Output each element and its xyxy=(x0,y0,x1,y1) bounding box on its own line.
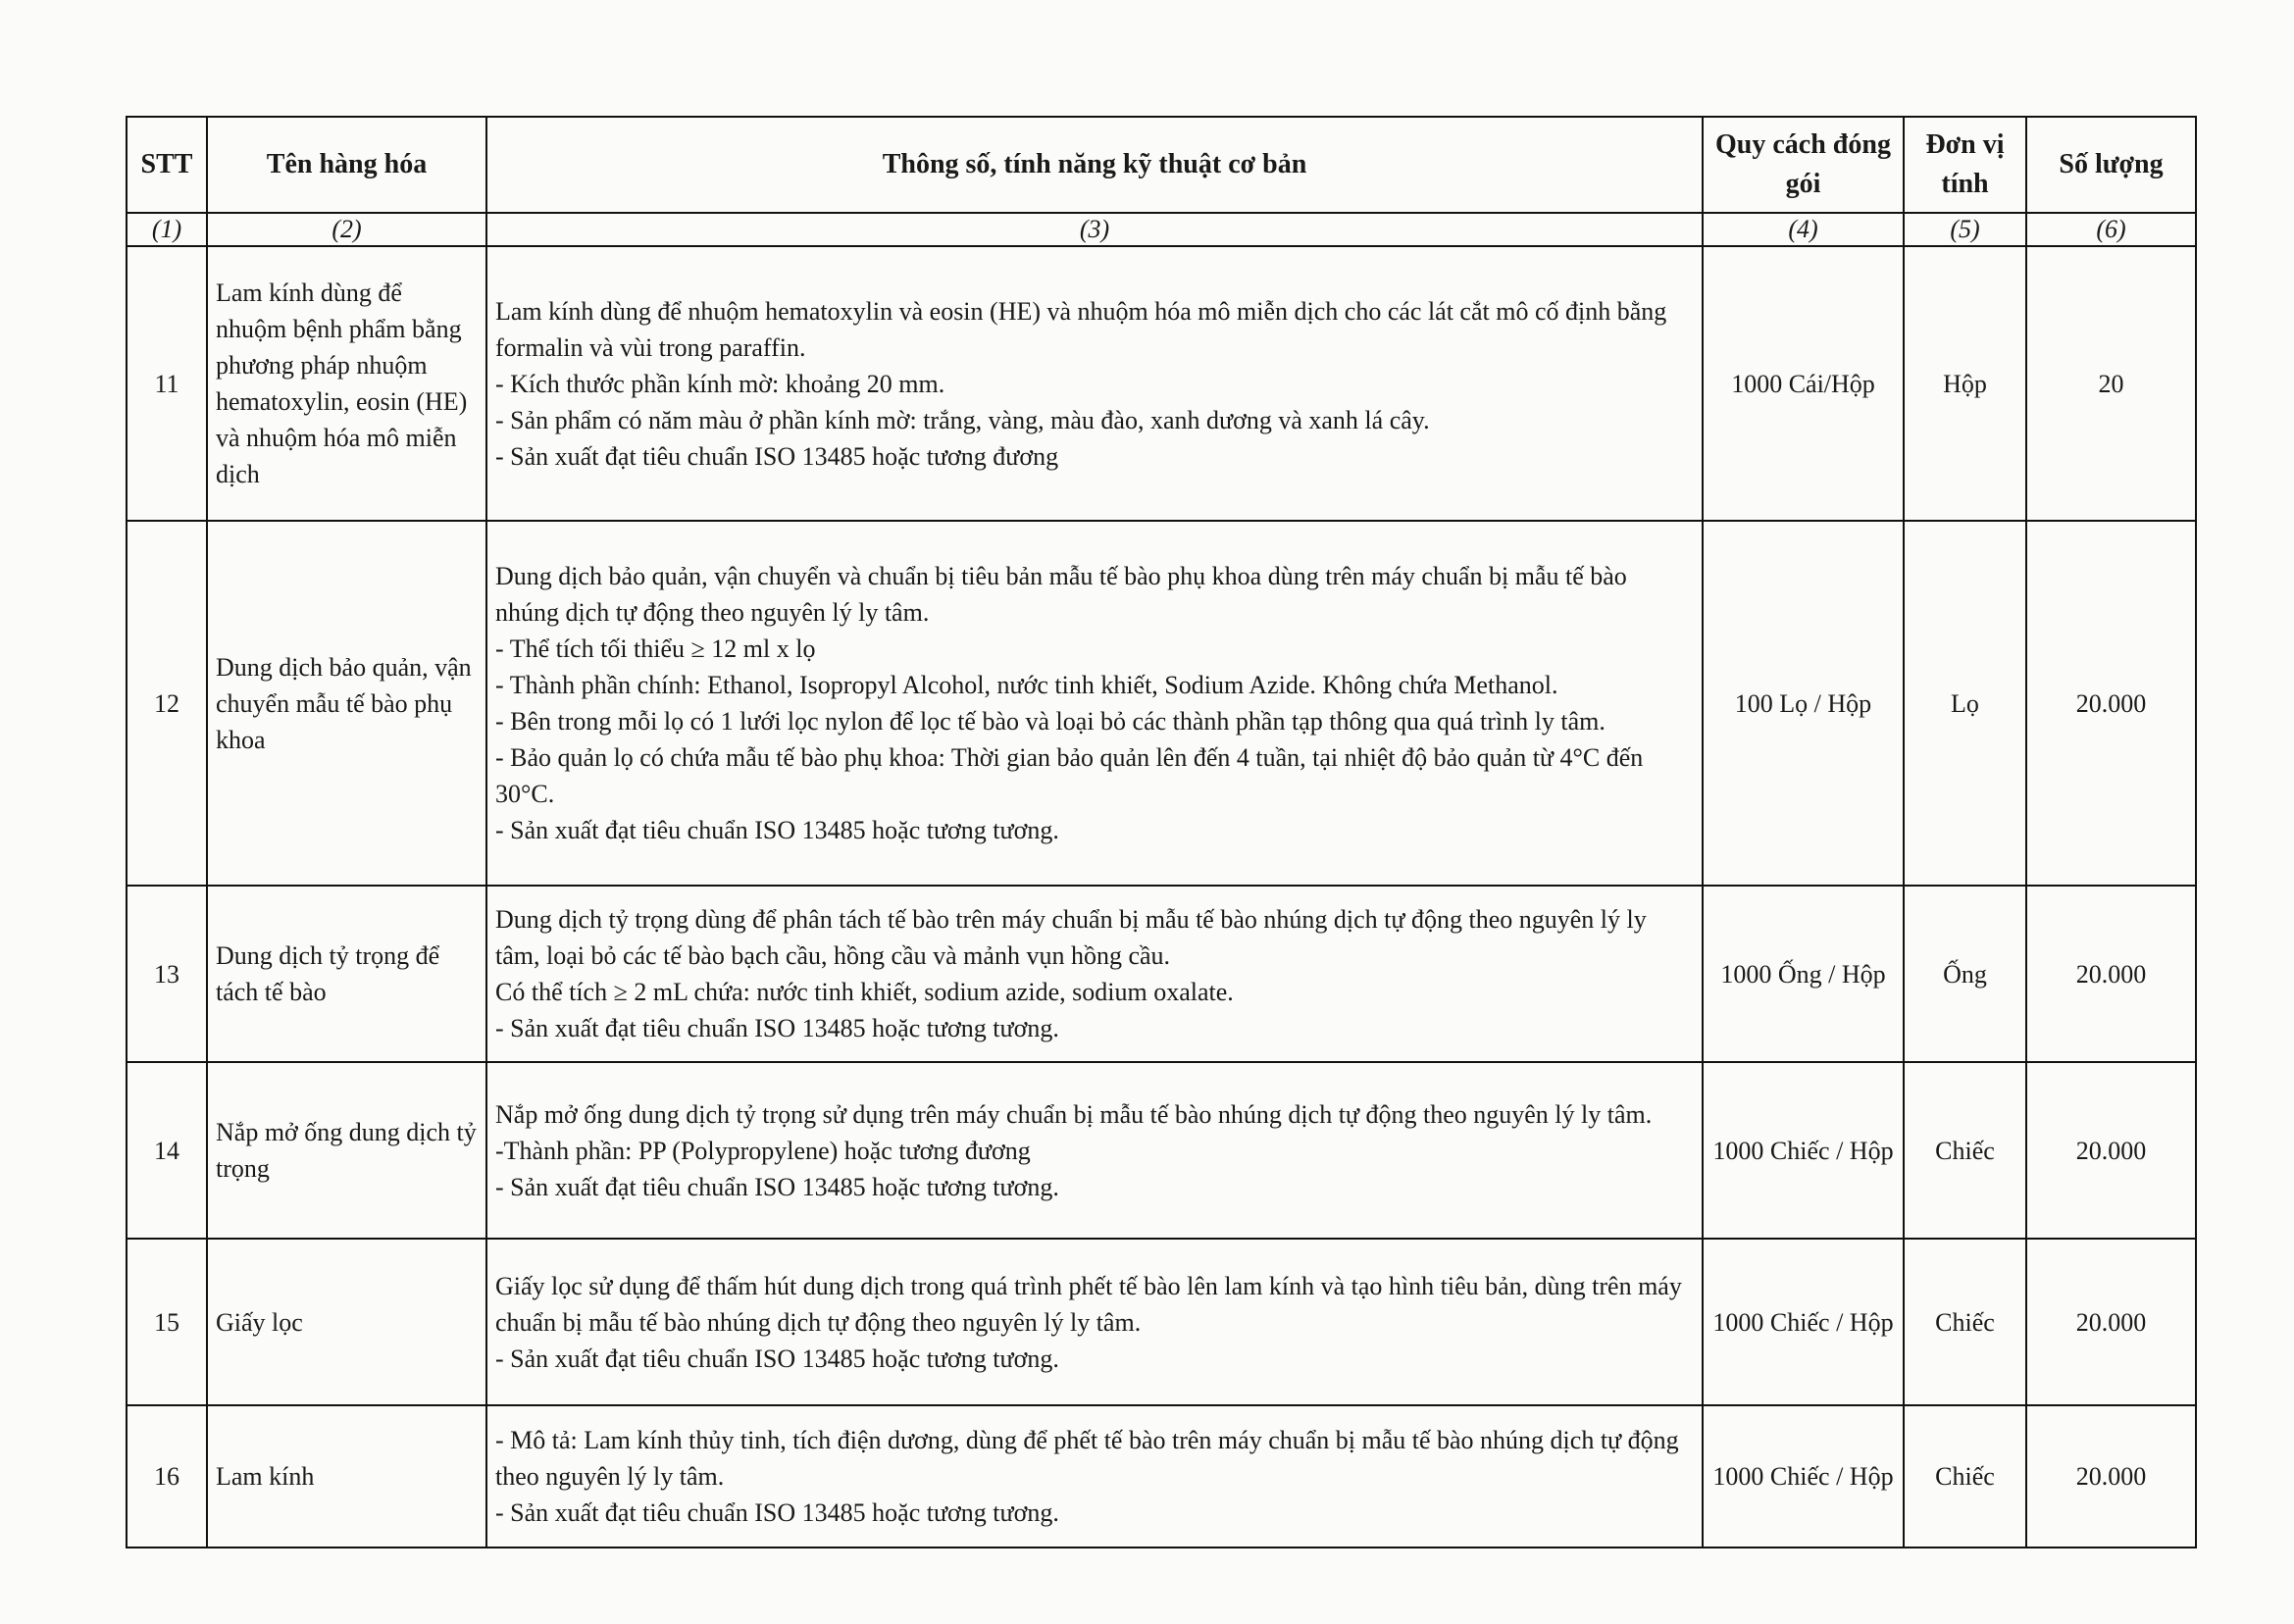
row-quantity: 20.000 xyxy=(2026,1062,2196,1239)
header-name: Tên hàng hóa xyxy=(207,117,486,213)
row-quantity: 20.000 xyxy=(2026,521,2196,886)
row-packaging: 100 Lọ / Hộp xyxy=(1703,521,1904,886)
row-unit: Lọ xyxy=(1904,521,2026,886)
spec-line: - Sản xuất đạt tiêu chuẩn ISO 13485 hoặc tương tương. xyxy=(495,1014,1059,1042)
spec-line: - Sản xuất đạt tiêu chuẩn ISO 13485 hoặc tương tương. xyxy=(495,816,1059,844)
spec-line: - Sản xuất đạt tiêu chuẩn ISO 13485 hoặc tương đương xyxy=(495,441,1059,471)
row-quantity: 20.000 xyxy=(2026,886,2196,1062)
spec-line: - Sản xuất đạt tiêu chuẩn ISO 13485 hoặc tương tương. xyxy=(495,1344,1059,1373)
table-row xyxy=(127,1062,2196,1239)
row-stt: 14 xyxy=(127,1062,207,1239)
column-number-row xyxy=(127,213,2196,246)
header-packaging: Quy cách đóng gói xyxy=(1703,117,1904,213)
spec-line: - Sản xuất đạt tiêu chuẩn ISO 13485 hoặc tương tương. xyxy=(495,1172,1059,1201)
row-packaging: 1000 Chiếc / Hộp xyxy=(1703,1062,1904,1239)
row-spec xyxy=(486,886,1703,1062)
spec-line: Dung dịch bảo quản, vận chuyển và chuẩn bị tiêu bản mẫu tế bào phụ khoa dùng trên máy chuẩn bị mẫu tế bào nhúng dịch tự động theo nguyên lý ly tâm. xyxy=(495,562,1627,627)
spec-line: Lam kính dùng để nhuộm hematoxylin và eosin (HE) và nhuộm hóa mô miễn dịch cho các lát cắt mô cố định bằng formalin và vùi trong paraffin. xyxy=(495,296,1667,362)
row-unit: Chiếc xyxy=(1904,1062,2026,1239)
colnum-stt: (1) xyxy=(127,213,207,246)
table-row xyxy=(127,246,2196,521)
row-stt: 13 xyxy=(127,886,207,1062)
spec-line: Nắp mở ống dung dịch tỷ trọng sử dụng trên máy chuẩn bị mẫu tế bào nhúng dịch tự động theo nguyên lý ly tâm. xyxy=(495,1099,1653,1129)
row-stt: 16 xyxy=(127,1405,207,1548)
table-row xyxy=(127,886,2196,1062)
row-unit: Ống xyxy=(1904,886,2026,1062)
row-packaging: 1000 Cái/Hộp xyxy=(1703,246,1904,521)
row-name: Dung dịch bảo quản, vận chuyển mẫu tế bào phụ khoa xyxy=(207,521,486,886)
row-unit: Chiếc xyxy=(1904,1405,2026,1548)
row-stt: 11 xyxy=(127,246,207,521)
row-spec xyxy=(486,1062,1703,1239)
header-stt: STT xyxy=(127,117,207,213)
header-unit: Đơn vị tính xyxy=(1904,117,2026,213)
row-quantity: 20 xyxy=(2026,246,2196,521)
spec-line: - Thể tích tối thiểu ≥ 12 ml x lọ xyxy=(495,634,816,663)
header-row xyxy=(127,117,2196,213)
row-spec xyxy=(486,1239,1703,1405)
spec-line: - Sản xuất đạt tiêu chuẩn ISO 13485 hoặc tương tương. xyxy=(495,1498,1059,1527)
row-name: Dung dịch tỷ trọng để tách tế bào xyxy=(207,886,486,1062)
specification-table xyxy=(126,116,2197,1548)
row-quantity: 20.000 xyxy=(2026,1239,2196,1405)
row-spec xyxy=(486,521,1703,886)
row-name: Lam kính xyxy=(207,1405,486,1548)
row-stt: 12 xyxy=(127,521,207,886)
colnum-packaging: (4) xyxy=(1703,213,1904,246)
table-row xyxy=(127,1239,2196,1405)
row-unit: Hộp xyxy=(1904,246,2026,521)
row-name: Lam kính dùng để nhuộm bệnh phẩm bằng phương pháp nhuộm hematoxylin, eosin (HE) và nhuộm hóa mô miễn dịch xyxy=(207,246,486,521)
spec-line: Dung dịch tỷ trọng dùng để phân tách tế bào trên máy chuẩn bị mẫu tế bào nhúng dịch tự động theo nguyên lý ly tâm, loại bỏ các tế bào bạch cầu, hồng cầu và mảnh vụn hồng cầu. xyxy=(495,905,1647,970)
row-stt: 15 xyxy=(127,1239,207,1405)
row-spec xyxy=(486,246,1703,521)
spec-line: Có thể tích ≥ 2 mL chứa: nước tinh khiết, sodium azide, sodium oxalate. xyxy=(495,978,1234,1006)
row-name: Nắp mở ống dung dịch tỷ trọng xyxy=(207,1062,486,1239)
row-packaging: 1000 Ống / Hộp xyxy=(1703,886,1904,1062)
spec-line: - Thành phần chính: Ethanol, Isopropyl Alcohol, nước tinh khiết, Sodium Azide. Không chứa Methanol. xyxy=(495,671,1558,699)
header-spec: Thông số, tính năng kỹ thuật cơ bản xyxy=(486,117,1703,213)
row-name: Giấy lọc xyxy=(207,1239,486,1405)
spec-line: - Sản phẩm có năm màu ở phần kính mờ: trắng, vàng, màu đào, xanh dương và xanh lá cây. xyxy=(495,405,1430,434)
spec-line: - Bảo quản lọ có chứa mẫu tế bào phụ khoa: Thời gian bảo quản lên đến 4 tuần, tại nhiệt độ bảo quản từ 4°C đến 30°C. xyxy=(495,743,1644,808)
row-spec xyxy=(486,1405,1703,1548)
colnum-spec: (3) xyxy=(486,213,1703,246)
row-unit: Chiếc xyxy=(1904,1239,2026,1405)
spec-line: Giấy lọc sử dụng để thấm hút dung dịch trong quá trình phết tế bào lên lam kính và tạo hình tiêu bản, dùng trên máy chuẩn bị mẫu tế bào nhúng dịch tự động theo nguyên lý ly tâm. xyxy=(495,1271,1682,1337)
table-row xyxy=(127,521,2196,886)
spec-line: - Bên trong mỗi lọ có 1 lưới lọc nylon để lọc tế bào và loại bỏ các thành phần tạp thông qua quá trình ly tâm. xyxy=(495,707,1606,736)
row-packaging: 1000 Chiếc / Hộp xyxy=(1703,1239,1904,1405)
table-row xyxy=(127,1405,2196,1548)
spec-line: - Mô tả: Lam kính thủy tinh, tích điện dương, dùng để phết tế bào trên máy chuẩn bị mẫu tế bào nhúng dịch tự động theo nguyên lý ly tâm. xyxy=(495,1426,1679,1491)
spec-line: -Thành phần: PP (Polypropylene) hoặc tương đương xyxy=(495,1136,1031,1165)
header-quantity: Số lượng xyxy=(2026,117,2196,213)
row-packaging: 1000 Chiếc / Hộp xyxy=(1703,1405,1904,1548)
colnum-quantity: (6) xyxy=(2026,213,2196,246)
colnum-unit: (5) xyxy=(1904,213,2026,246)
colnum-name: (2) xyxy=(207,213,486,246)
spec-line: - Kích thước phần kính mờ: khoảng 20 mm. xyxy=(495,369,945,398)
row-quantity: 20.000 xyxy=(2026,1405,2196,1548)
